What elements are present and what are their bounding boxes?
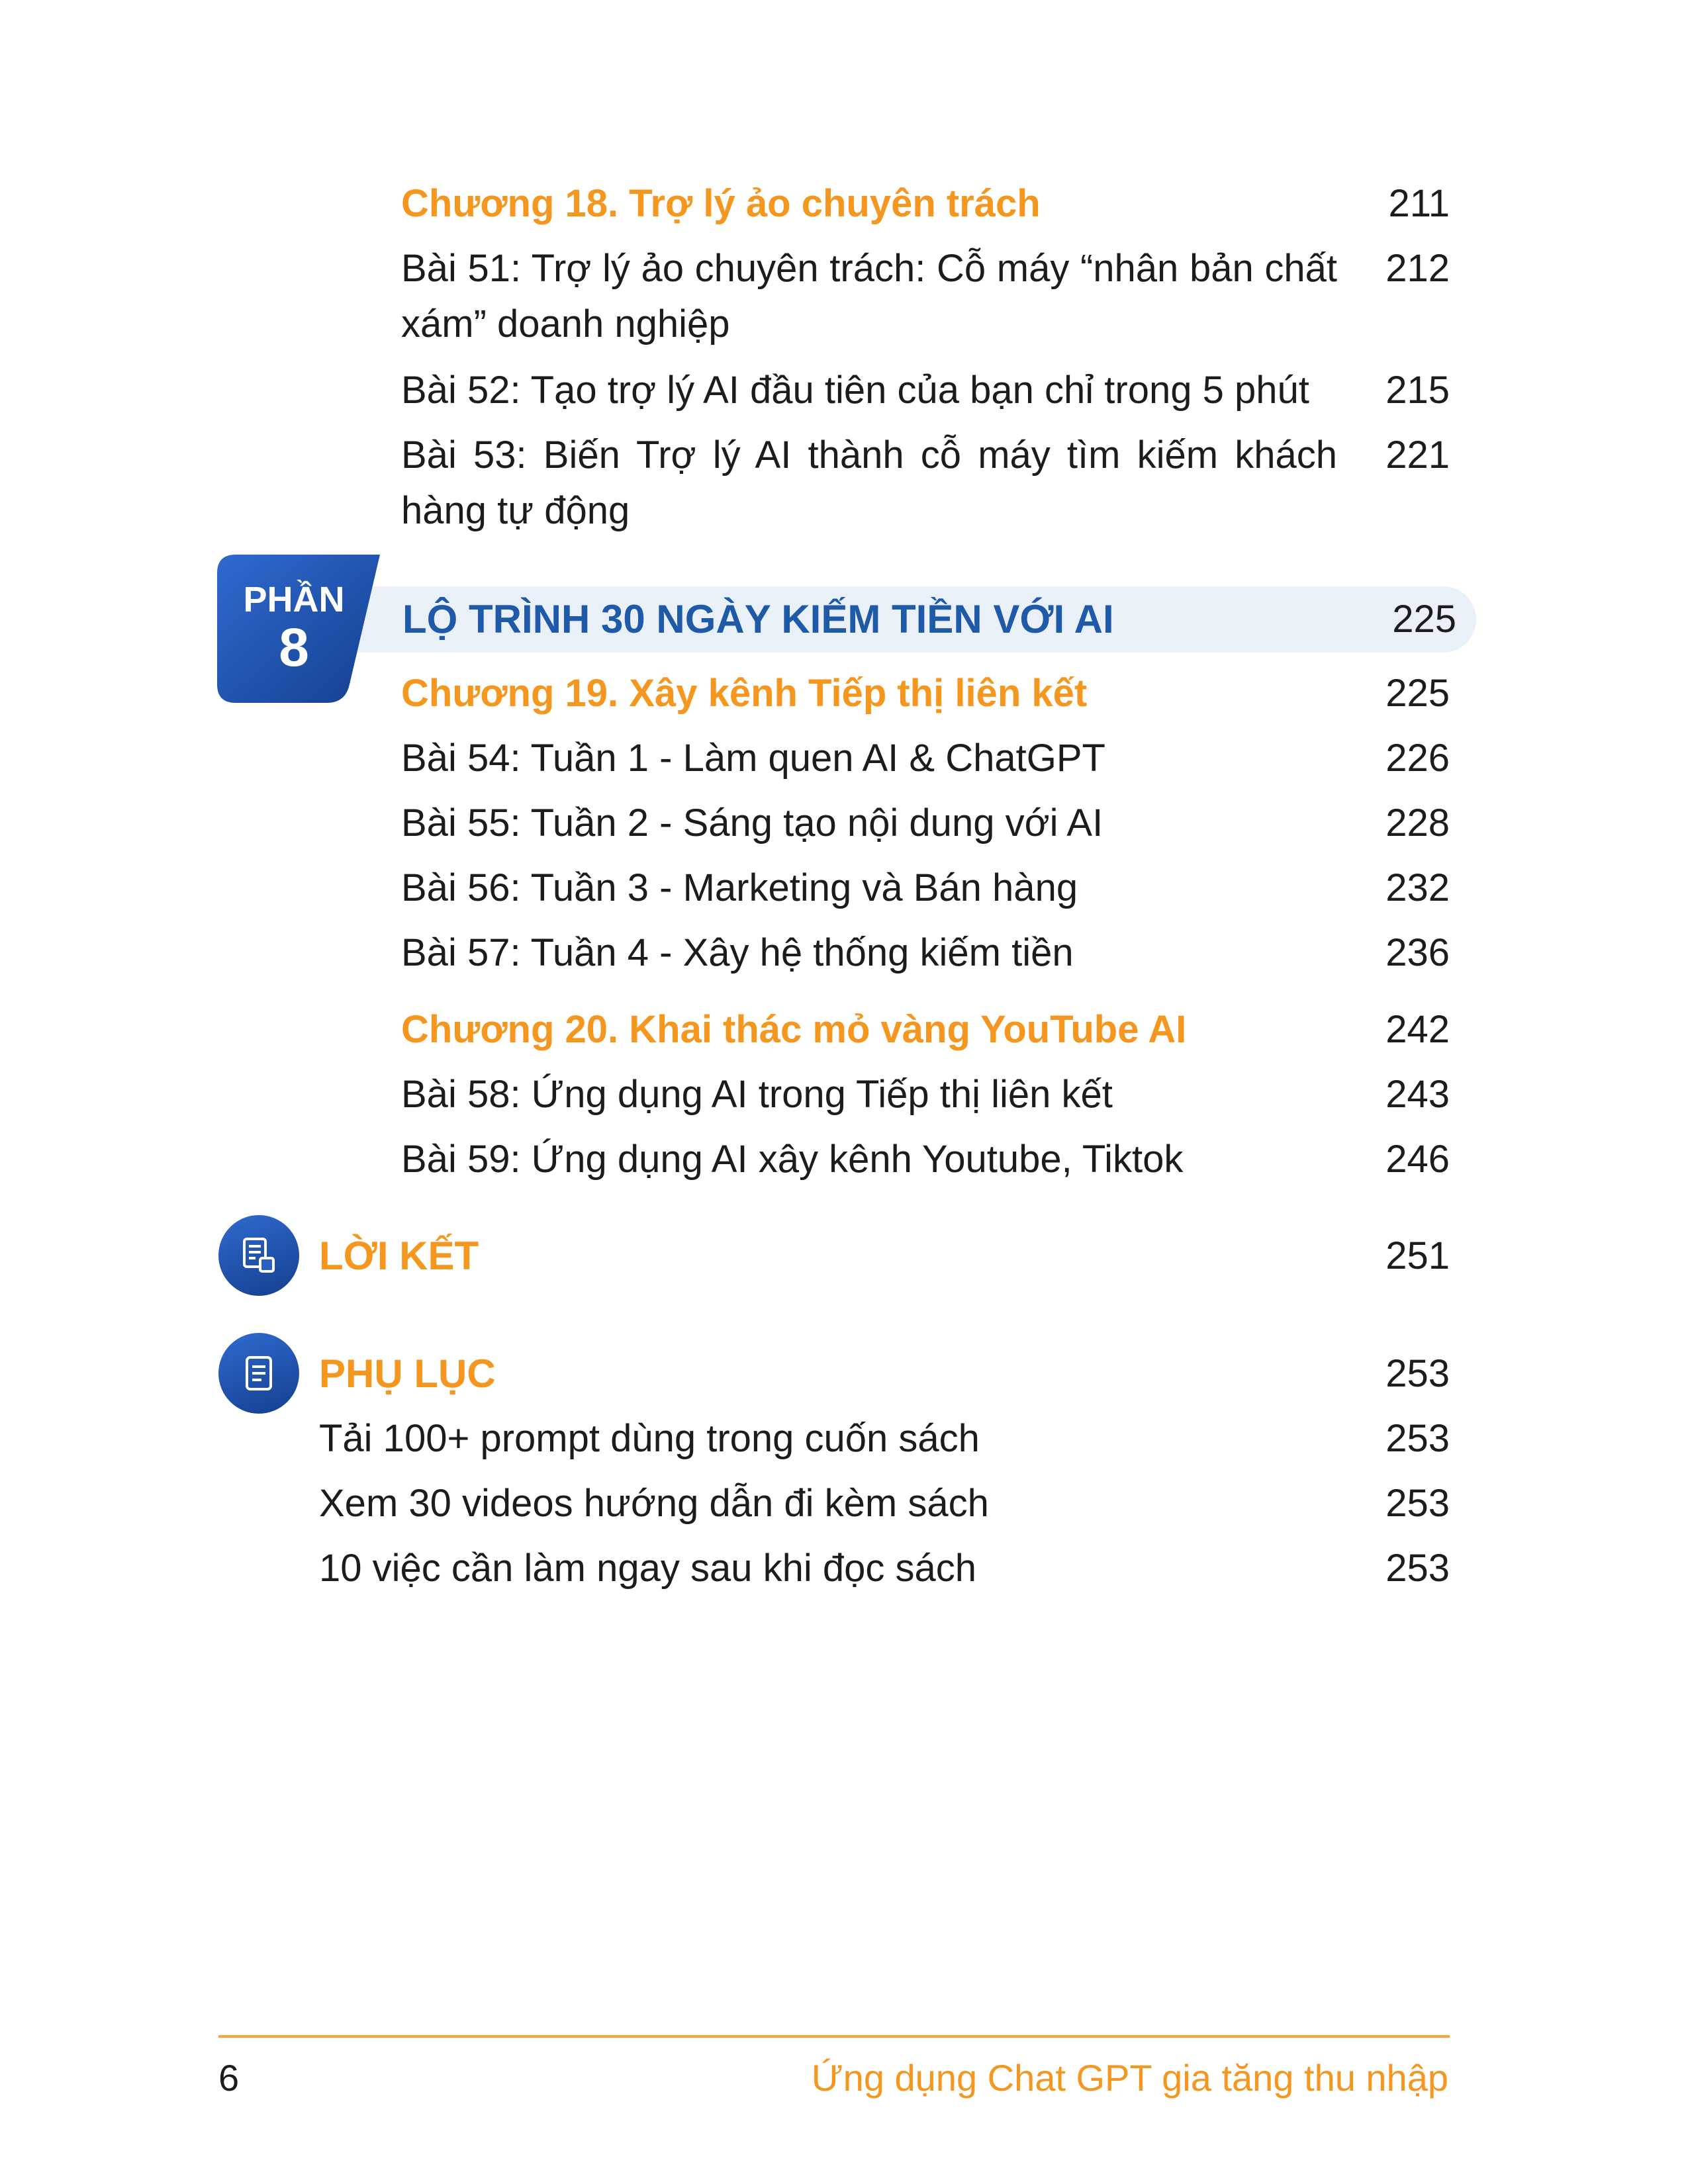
page-number: 225 [1385, 672, 1450, 715]
chapter-title: Chương 19. Xây kênh Tiếp thị liên kết [401, 672, 1088, 715]
part-title: LỘ TRÌNH 30 NGÀY KIẾM TIỀN VỚI AI [402, 597, 1114, 641]
lesson-title: Bài 53: Biến Trợ lý AI thành cỗ máy tìm kiếm khách hàng tự động [401, 433, 1337, 532]
closing-section-icon [218, 1215, 299, 1296]
page-number: 236 [1385, 931, 1450, 974]
part-badge-number: 8 [279, 617, 309, 678]
page-number: 225 [1392, 598, 1456, 641]
part-badge-label: PHẦN [243, 580, 345, 619]
footer-page-number: 6 [218, 2057, 240, 2099]
page-number: 211 [1388, 182, 1450, 225]
closing-entry[interactable] [319, 1228, 1450, 1284]
page-number: 253 [1385, 1417, 1450, 1460]
appendix-item-title: Tải 100+ prompt dùng trong cuốn sách [319, 1417, 980, 1460]
section-title: PHỤ LỤC [319, 1351, 496, 1396]
page-number: 253 [1385, 1352, 1450, 1395]
appendix-item-3[interactable] [319, 1541, 1450, 1596]
lesson-title: Bài 56: Tuần 3 - Marketing và Bán hàng [401, 866, 1078, 909]
page-number: 232 [1385, 866, 1450, 909]
lesson-59-entry[interactable] [401, 1132, 1450, 1187]
page-number: 226 [1385, 737, 1450, 780]
part-8-entry[interactable] [357, 586, 1476, 653]
lesson-title: Bài 57: Tuần 4 - Xây hệ thống kiếm tiền [401, 931, 1074, 974]
appendix-item-1[interactable] [319, 1411, 1450, 1467]
page-number: 253 [1385, 1547, 1450, 1590]
chapter-20-entry[interactable] [401, 1002, 1450, 1058]
lesson-title: Bài 54: Tuần 1 - Làm quen AI & ChatGPT [401, 737, 1105, 780]
chapter-18-entry[interactable] [401, 176, 1450, 232]
lesson-57-entry[interactable] [401, 925, 1450, 981]
lesson-55-entry[interactable] [401, 796, 1450, 851]
page-number: 242 [1385, 1008, 1450, 1051]
lesson-56-entry[interactable] [401, 860, 1450, 916]
page-number: 212 [1385, 247, 1450, 290]
lesson-54-entry[interactable] [401, 731, 1450, 786]
page-number: 251 [1385, 1234, 1450, 1277]
appendix-item-title: 10 việc cần làm ngay sau khi đọc sách [319, 1547, 976, 1590]
lesson-title: Bài 58: Ứng dụng AI trong Tiếp thị liên kết [401, 1073, 1113, 1116]
lesson-title: Bài 51: Trợ lý ảo chuyên trách: Cỗ máy “nhân bản chất xám” doanh nghiệp [401, 247, 1337, 345]
lesson-title: Bài 59: Ứng dụng AI xây kênh Youtube, Tiktok [401, 1138, 1184, 1181]
page-number: 243 [1385, 1073, 1450, 1116]
appendix-entry[interactable] [319, 1346, 1450, 1402]
chapter-title: Chương 18. Trợ lý ảo chuyên trách [401, 182, 1041, 225]
lesson-51-entry[interactable] [401, 241, 1450, 352]
part-8-badge [217, 555, 380, 703]
footer-divider [218, 2035, 1450, 2038]
lesson-title: Bài 55: Tuần 2 - Sáng tạo nội dung với AI [401, 801, 1103, 844]
lesson-53-entry[interactable] [401, 428, 1450, 539]
section-title: LỜI KẾT [319, 1234, 479, 1278]
page-number: 228 [1385, 801, 1450, 844]
lesson-title: Bài 52: Tạo trợ lý AI đầu tiên của bạn chỉ trong 5 phút [401, 369, 1309, 412]
footer-book-title: Ứng dụng Chat GPT gia tăng thu nhập [811, 2057, 1448, 2099]
lesson-58-entry[interactable] [401, 1067, 1450, 1122]
page-number: 221 [1385, 433, 1450, 477]
list-document-icon [239, 1353, 279, 1393]
appendix-item-2[interactable] [319, 1476, 1450, 1531]
lesson-52-entry[interactable] [401, 363, 1450, 418]
document-icon [239, 1236, 279, 1275]
page-number: 253 [1385, 1482, 1450, 1525]
appendix-item-title: Xem 30 videos hướng dẫn đi kèm sách [319, 1482, 989, 1525]
chapter-19-entry[interactable] [401, 666, 1450, 721]
appendix-section-icon [218, 1333, 299, 1414]
page-number: 215 [1385, 369, 1450, 412]
chapter-title: Chương 20. Khai thác mỏ vàng YouTube AI [401, 1008, 1187, 1051]
page-number: 246 [1385, 1138, 1450, 1181]
